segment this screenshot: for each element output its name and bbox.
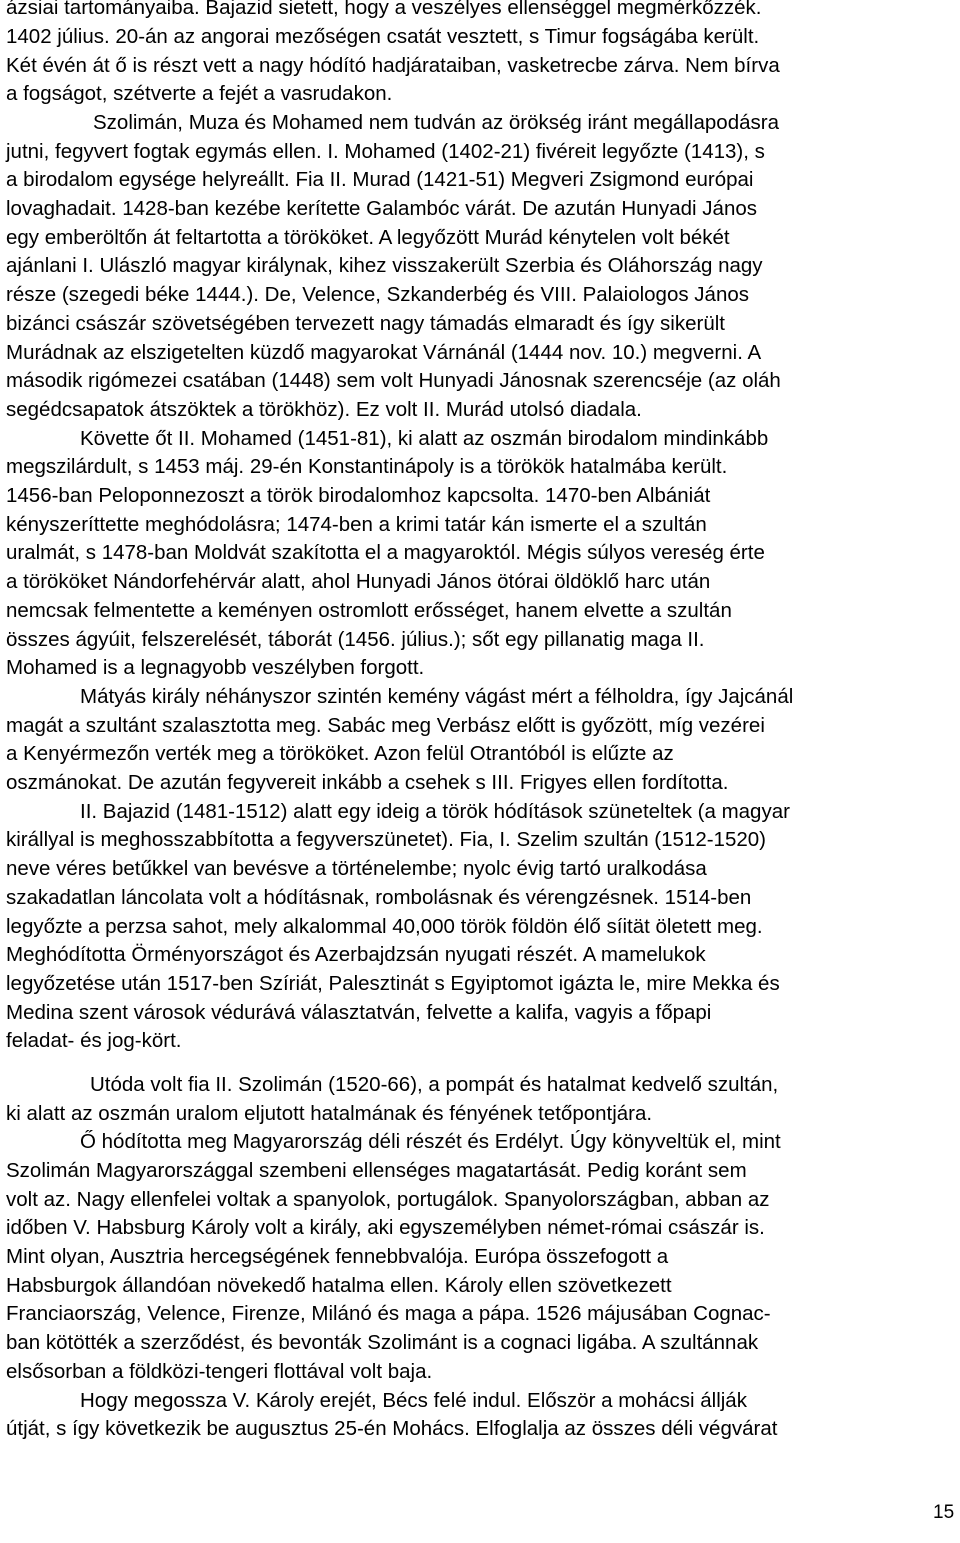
- text-line: legyőzetése után 1517-ben Szíriát, Palesztinát s Egyiptomot igázta le, mire Mekka és: [6, 972, 780, 995]
- text-line: a fogságot, szétverte a fejét a vasrudakon.: [6, 82, 393, 105]
- text-line: egy emberöltőn át feltartotta a törököket. A legyőzött Murád kénytelen volt békét: [6, 226, 730, 249]
- page-number: 15: [933, 1502, 955, 1523]
- text-line: elsősorban a földközi-tengeri flottával volt baja.: [6, 1360, 433, 1383]
- text-line: feladat- és jog-kört.: [6, 1029, 182, 1052]
- text-line: Habsburgok állandóan növekedő hatalma ellen. Károly ellen szövetkezett: [6, 1274, 672, 1297]
- text-line: Mohamed is a legnagyobb veszélyben forgott.: [6, 656, 425, 679]
- text-line: ban kötötték a szerződést, és bevonták Szolimánt is a cognaci ligába. A szultánnak: [6, 1331, 759, 1354]
- text-line: ajánlani I. Ulászló magyar királynak, kihez visszakerült Szerbia és Oláhország nagy: [6, 254, 763, 277]
- text-line: lovaghadait. 1428-ban kezébe kerítette Galambóc várát. De azután Hunyadi János: [6, 197, 757, 220]
- text-line: magát a szultánt szalasztotta meg. Sabác meg Verbász előtt is győzött, míg vezérei: [6, 714, 765, 737]
- text-line: 1402 július. 20-án az angorai mezőségen csatát vesztett, s Timur fogságába került.: [6, 25, 760, 48]
- text-line: időben V. Habsburg Károly volt a király, aki egyszemélyben német-római császár is.: [6, 1216, 765, 1239]
- text-line: Mint olyan, Ausztria hercegségének fennebbvalója. Európa összefogott a: [6, 1245, 669, 1268]
- text-line: királlyal is meghosszabbította a fegyverszünetet). Fia, I. Szelim szultán (1512-1520): [6, 828, 766, 851]
- text-line: Medina szent városok védurává választatván, felvette a kalifa, vagyis a főpapi: [6, 1001, 712, 1024]
- text-line: Utóda volt fia II. Szolimán (1520-66), a pompát és hatalmat kedvelő szultán,: [90, 1073, 779, 1096]
- text-line: Franciaország, Velence, Firenze, Milánó és maga a pápa. 1526 májusában Cognac-: [6, 1302, 771, 1325]
- text-line: a Kenyérmezőn verték meg a törököket. Azon felül Otrantóból is elűzte az: [6, 742, 674, 765]
- text-line: kényszeríttette meghódolásra; 1474-ben a krimi tatár kán ismerte el a szultán: [6, 513, 707, 536]
- text-line: Két évén át ő is részt vett a nagy hódító hadjárataiban, vasketrecbe zárva. Nem bírva: [6, 54, 780, 77]
- text-line: Hogy megossza V. Károly erejét, Bécs felé indul. Először a mohácsi állják: [80, 1389, 747, 1412]
- text-line: 1456-ban Peloponnezoszt a török birodalomhoz kapcsolta. 1470-ben Albániát: [6, 484, 711, 507]
- text-line: ázsiai tartományaiba. Bajazid sietett, hogy a veszélyes ellenséggel megmérkőzzék.: [6, 0, 762, 19]
- text-line: Murádnak az elszigetelten küzdő magyarokat Várnánál (1444 nov. 10.) megverni. A: [6, 341, 762, 364]
- text-line: uralmát, s 1478-ban Moldvát szakította el a magyaroktól. Mégis súlyos vereség érte: [6, 541, 765, 564]
- text-line: útját, s így következik be augusztus 25-én Mohács. Elfoglalja az összes déli végvárat: [6, 1417, 778, 1440]
- text-line: oszmánokat. De azután fegyvereit inkább a csehek s III. Frigyes ellen fordította.: [6, 771, 729, 794]
- text-line: ki alatt az oszmán uralom eljutott hatalmának és fényének tetőpontjára.: [6, 1102, 653, 1125]
- text-line: Ő hódította meg Magyarország déli részét és Erdélyt. Úgy könyveltük el, mint: [80, 1130, 781, 1153]
- text-line: második rigómezei csatában (1448) sem volt Hunyadi Jánosnak szerencséje (az oláh: [6, 369, 781, 392]
- text-line: Szolimán, Muza és Mohamed nem tudván az örökség iránt megállapodásra: [93, 111, 779, 134]
- text-line: összes ágyúit, felszerelését, táborát (1456. július.); sőt egy pillanatig maga II.: [6, 628, 705, 651]
- text-line: legyőzte a perzsa sahot, mely alkalommal 40,000 török földön élő síität öletett meg.: [6, 915, 763, 938]
- text-line: jutni, fegyvert fogtak egymás ellen. I. Mohamed (1402-21) fivéreit legyőzte (1413), s: [6, 140, 765, 163]
- text-line: Szolimán Magyarországgal szembeni ellenséges magatartását. Pedig koránt sem: [6, 1159, 747, 1182]
- text-line: szakadatlan láncolata volt a hódításnak, rombolásnak és vérengzésnek. 1514-ben: [6, 886, 752, 909]
- text-line: része (szegedi béke 1444.). De, Velence, Szkanderbég és VIII. Palaiologos János: [6, 283, 750, 306]
- text-line: nemcsak felmentette a keményen ostromlott erősséget, hanem elvette a szultán: [6, 599, 732, 622]
- text-line: segédcsapatok átszöktek a törökhöz). Ez volt II. Murád utolsó diadala.: [6, 398, 642, 421]
- text-line: bizánci császár szövetségében tervezett nagy támadás elmaradt és így sikerült: [6, 312, 725, 335]
- text-line: neve véres betűkkel van bevésve a történelembe; nyolc évig tartó uralkodása: [6, 857, 707, 880]
- text-line: a birodalom egysége helyreállt. Fia II. Murad (1421-51) Megveri Zsigmond európai: [6, 168, 754, 191]
- text-line: Követte őt II. Mohamed (1451-81), ki alatt az oszmán birodalom mindinkább: [80, 427, 769, 450]
- text-line: Mátyás király néhányszor szintén kemény vágást mért a félholdra, így Jajcánál: [80, 685, 794, 708]
- text-line: II. Bajazid (1481-1512) alatt egy ideig a török hódítások szüneteltek (a magyar: [80, 800, 790, 823]
- text-line: a törököket Nándorfehérvár alatt, ahol Hunyadi János ötórai öldöklő harc után: [6, 570, 711, 593]
- text-line: megszilárdult, s 1453 máj. 29-én Konstantinápoly is a törökök hatalmába került.: [6, 455, 728, 478]
- text-line: Meghódította Örményországot és Azerbajdzsán nyugati részét. A mamelukok: [6, 943, 706, 966]
- text-line: volt az. Nagy ellenfelei voltak a spanyolok, portugálok. Spanyolországban, abban az: [6, 1188, 770, 1211]
